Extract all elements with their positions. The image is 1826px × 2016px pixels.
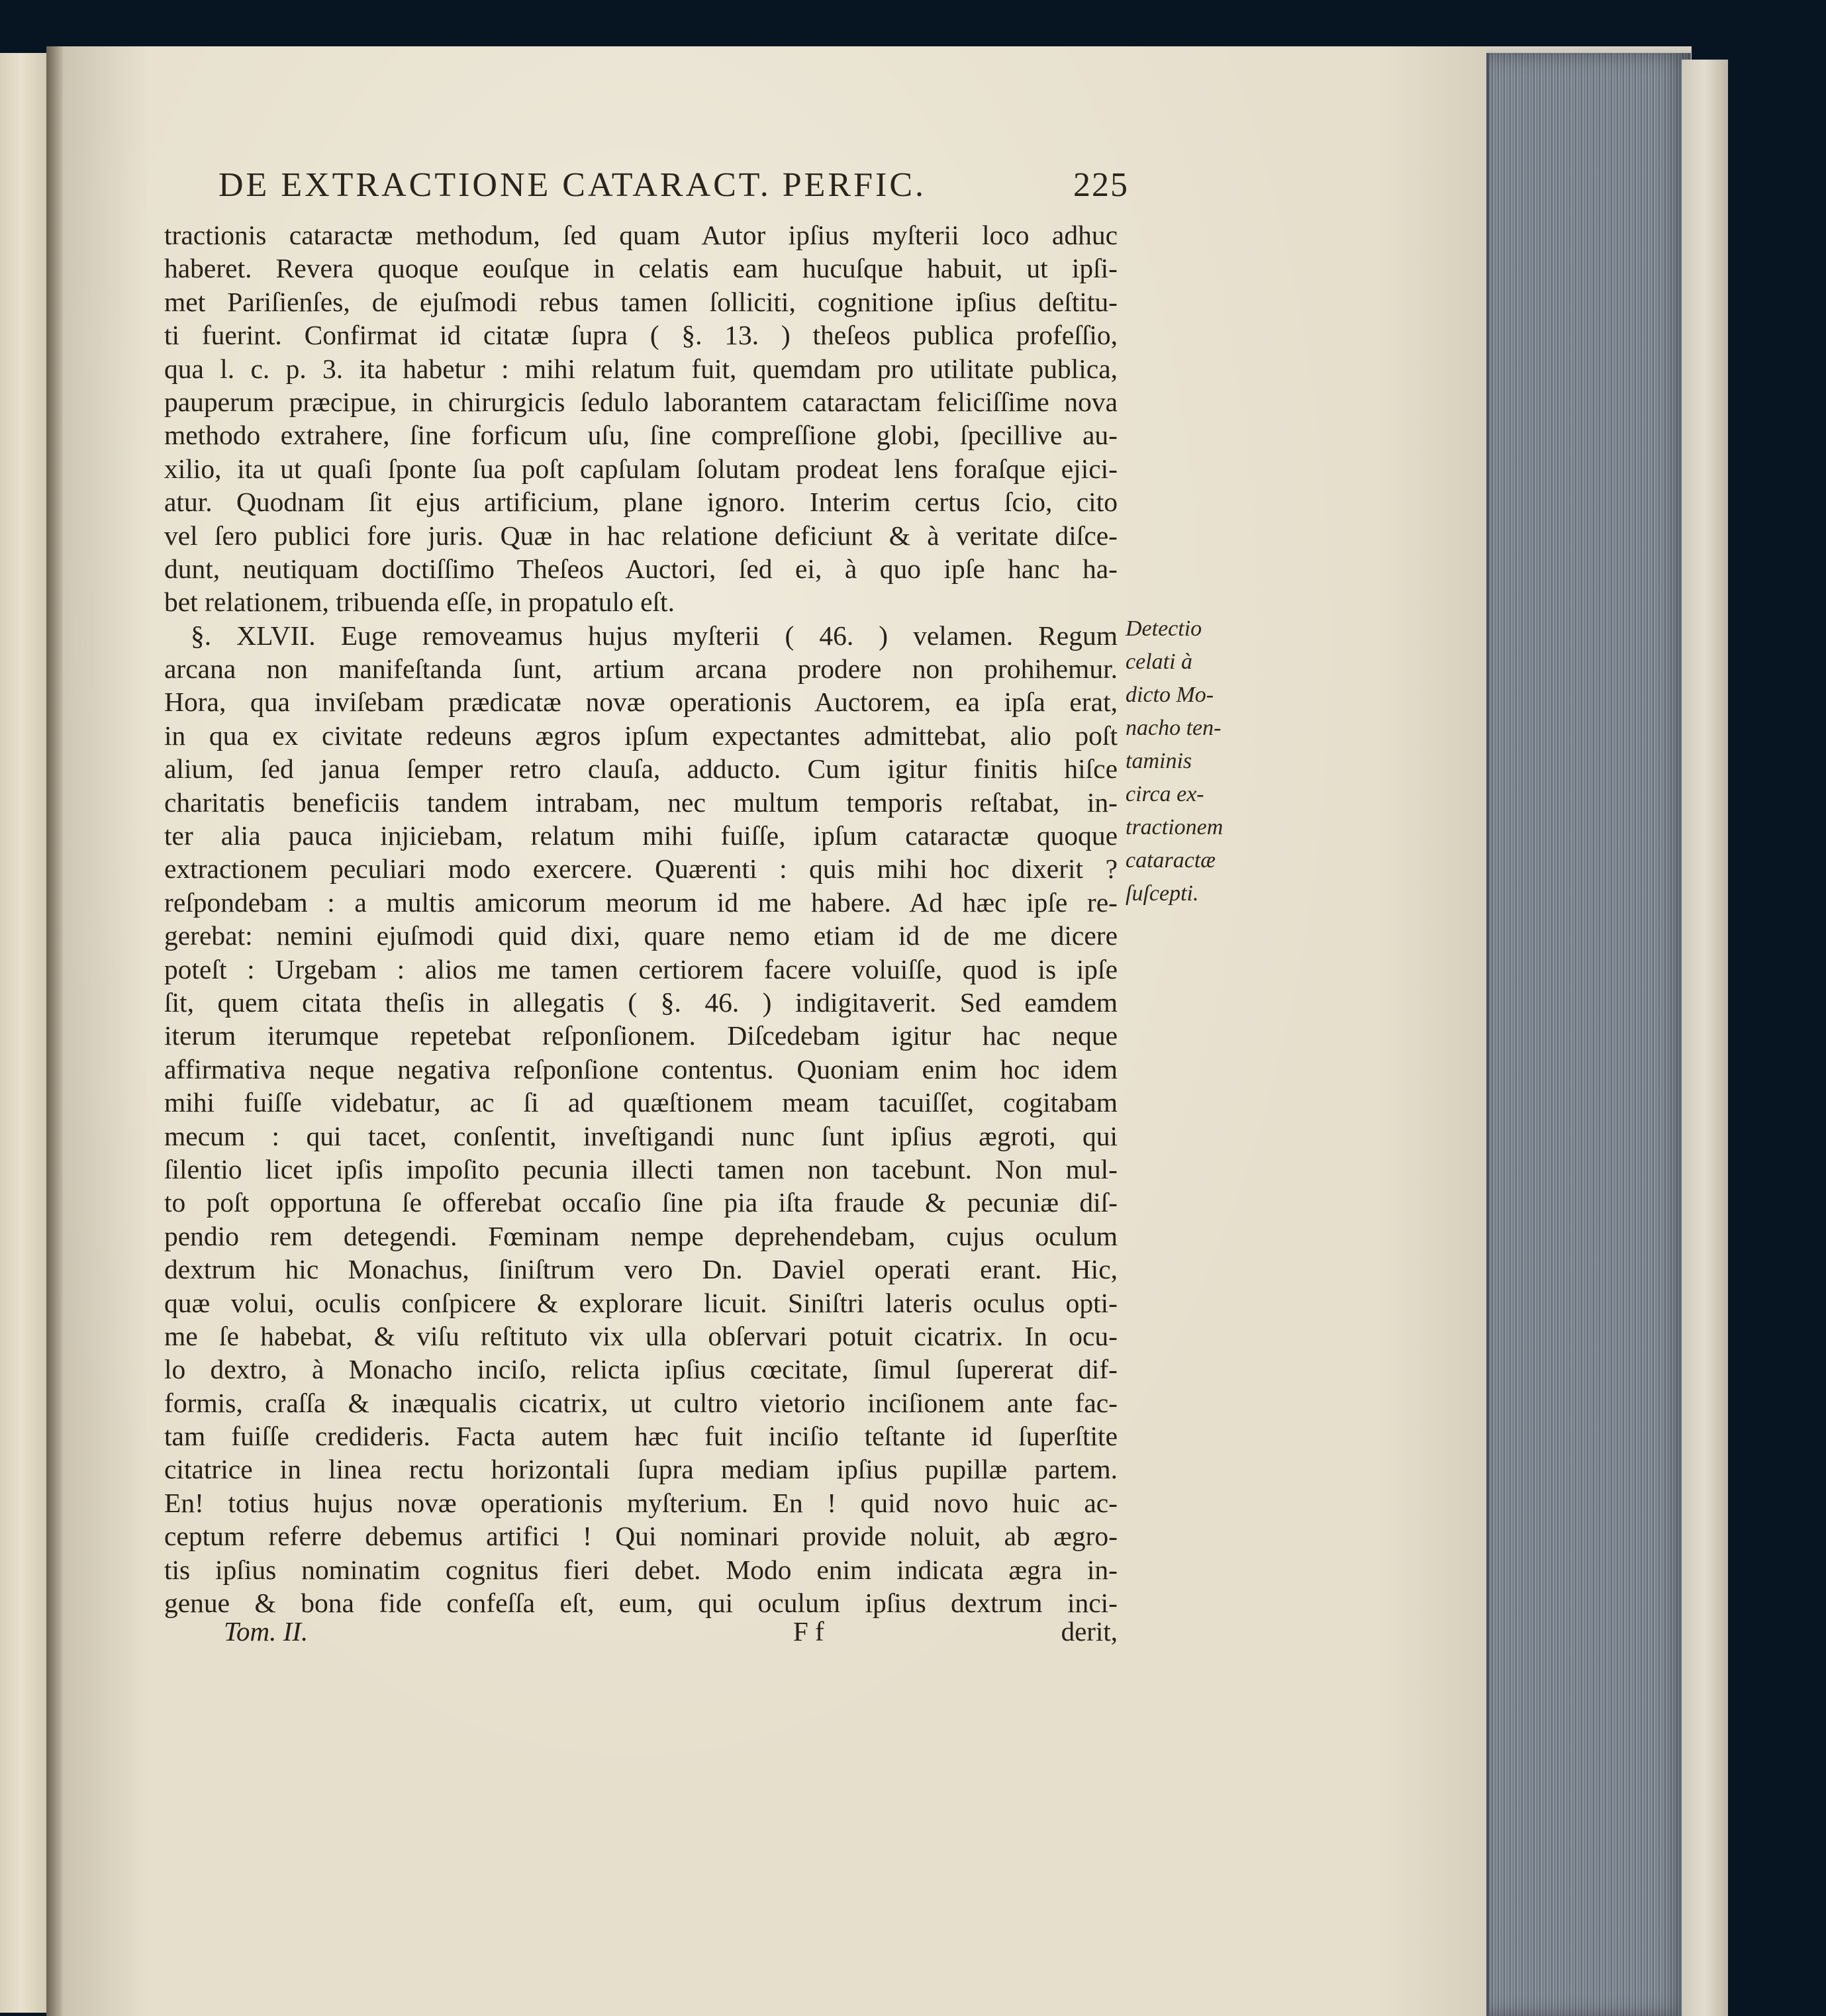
text-line: pauperum præcipue, in chirurgicis ſedulo laborantem cataractam feliciſſime nova: [164, 386, 1118, 417]
text-line: atur. Quodnam ſit ejus artificium, plane ignoro. Interim certus ſcio, cito: [164, 487, 1118, 518]
text-line: pendio rem detegendi. Fœminam nempe deprehendebam, cujus oculum: [164, 1220, 1118, 1251]
margin-note-line: Detectio: [1126, 616, 1202, 641]
text-line: quæ volui, oculis conſpicere & explorare licuit. Siniſtri lateris oculus opti-: [164, 1287, 1118, 1318]
text-line: ſilentio licet ipſis impoſito pecunia illecti tamen non tacebunt. Non mul-: [164, 1153, 1118, 1184]
text-line: lo dextro, à Monacho inciſo, relicta ipſius cœcitate, ſimul ſupererat dif-: [164, 1354, 1118, 1385]
margin-note-line: nacho ten-: [1126, 716, 1222, 740]
text-line: dunt, neutiquam doctiſſimo Theſeos Auctori, ſed ei, à quo ipſe hanc ha-: [164, 553, 1118, 584]
text-line: formis, craſſa & inæqualis cicatrix, ut cultro vietorio inciſionem ante fac-: [164, 1387, 1118, 1418]
catchword: derit,: [1061, 1616, 1118, 1647]
margin-note-line: celati à: [1126, 649, 1193, 674]
text-line: ceptum referre debemus artifici ! Qui nominari provide noluit, ab ægro-: [164, 1521, 1118, 1552]
text-line: Hora, qua inviſebam prædicatæ novæ operationis Auctorem, ea ipſa erat,: [164, 687, 1118, 718]
text-line: ter alia pauca injiciebam, relatum mihi fuiſſe, ipſum cataractæ quoque: [164, 820, 1118, 851]
text-line: mihi fuiſſe videbatur, ac ſi ad quæſtionem meam tacuiſſet, cogitabam: [164, 1087, 1118, 1118]
text-line: poteſt : Urgebam : alios me tamen certiorem facere voluiſſe, quod is ipſe: [164, 953, 1118, 984]
text-line: to poſt opportuna ſe offerebat occaſio ſine pia iſta fraude & pecuniæ diſ-: [164, 1187, 1118, 1218]
text-line: in qua ex civitate redeuns ægros ipſum expectantes admittebat, alio poſt: [164, 720, 1118, 751]
text-line: me ſe habebat, & viſu reſtituto vix ulla obſervari potuit cicatrix. In ocu-: [164, 1320, 1118, 1351]
running-title: DE EXTRACTIONE CATARACT. PERFIC.: [218, 166, 927, 204]
text-line: mecum : qui tacet, conſentit, inveſtigandi nunc ſunt ipſius ægroti, qui: [164, 1120, 1118, 1151]
margin-note-line: cataractæ: [1126, 848, 1216, 873]
margin-note-line: circa ex-: [1126, 782, 1204, 806]
text-line: tis ipſius nominatim cognitus fieri debet. Modo enim indicata ægra in-: [164, 1554, 1118, 1585]
text-line: iterum iterumque repetebat reſponſionem. Diſcedebam igitur hac neque: [164, 1020, 1118, 1051]
text-line: reſpondebam : a multis amicorum meorum id me habere. Ad hæc ipſe re-: [164, 887, 1118, 918]
margin-note-line: dicto Mo-: [1126, 683, 1214, 707]
text-line: dextrum hic Monachus, ſiniſtrum vero Dn. Daviel operati erant. Hic,: [164, 1254, 1118, 1285]
page-footer: [224, 1615, 1118, 1655]
margin-note-line: ſuſcepti.: [1126, 881, 1199, 906]
text-line: qua l. c. p. 3. ita habetur : mihi relatum fuit, quemdam pro utilitate publica,: [164, 353, 1118, 384]
text-line: met Pariſienſes, de ejuſmodi rebus tamen ſolliciti, cognitione ipſius deſtitu-: [164, 286, 1118, 317]
signature-mark: F f: [793, 1616, 824, 1647]
facing-page-edge: [0, 53, 53, 2013]
text-line: arcana non manifeſtanda ſunt, artium arcana prodere non prohihemur.: [164, 653, 1118, 685]
text-line: alium, ſed janua ſemper retro clauſa, adducto. Cum igitur finitis hiſce: [164, 753, 1118, 785]
text-line: charitatis beneficiis tandem intrabam, nec multum temporis reſtabat, in-: [164, 787, 1118, 818]
text-line: methodo extrahere, ſine forficum uſu, ſine compreſſione globi, ſpecillive au-: [164, 420, 1118, 451]
text-line: genue & bona fide confeſſa eſt, eum, qui oculum ipſius dextrum inci-: [164, 1588, 1118, 1619]
text-line: affirmativa neque negativa reſponſione contentus. Quoniam enim hoc idem: [164, 1053, 1118, 1084]
text-line: tractionis cataractæ methodum, ſed quam Autor ipſius myſterii loco adhuc: [164, 220, 1118, 250]
text-line: En! totius hujus novæ operationis myſterium. En ! quid novo huic ac-: [164, 1487, 1118, 1518]
book-cover-edge: [1682, 60, 1728, 2016]
text-line: §. XLVII. Euge removeamus hujus myſterii ( 46. ) velamen. Regum: [191, 620, 1118, 651]
page-number: 225: [1073, 166, 1129, 204]
text-line: extractionem peculiari modo exercere. Quærenti : quis mihi hoc dixerit ?: [164, 853, 1118, 885]
text-line: gerebat: nemini ejuſmodi quid dixi, quare nemo etiam id de me dicere: [164, 920, 1118, 951]
text-line: xilio, ita ut quaſi ſponte ſua poſt capſulam ſolutam prodeat lens foraſque ejici-: [164, 453, 1118, 484]
running-header: [218, 166, 1129, 212]
text-line: citatrice in linea rectu horizontali ſupra mediam ipſius pupillæ partem.: [164, 1454, 1118, 1485]
margin-note-line: tractionem: [1126, 815, 1224, 840]
text-line: haberet. Revera quoque eouſque in celatis eam hucuſque habuit, ut ipſi-: [164, 253, 1118, 284]
text-line: bet relationem, tribuenda eſſe, in propatulo eſt.: [164, 587, 675, 618]
text-line: vel ſero publici fore juris. Quæ in hac relatione deficiunt & à veritate diſce-: [164, 520, 1118, 551]
main-text: [164, 218, 1118, 1619]
page-block-edge: [1486, 53, 1691, 2016]
text-line: tam fuiſſe credideris. Facta autem hæc fuit inciſio teſtante id ſuperſtite: [164, 1421, 1118, 1452]
text-line: ti fuerint. Confirmat id citatæ ſupra ( §. 13. ) theſeos publica profeſſio,: [164, 320, 1118, 351]
margin-note: [1126, 612, 1265, 910]
volume-mark: Tom. II.: [224, 1616, 309, 1647]
margin-note-line: taminis: [1126, 749, 1192, 773]
text-line: ſit, quem citata theſis in allegatis ( §. 46. ) indigitaverit. Sed eamdem: [164, 986, 1118, 1018]
